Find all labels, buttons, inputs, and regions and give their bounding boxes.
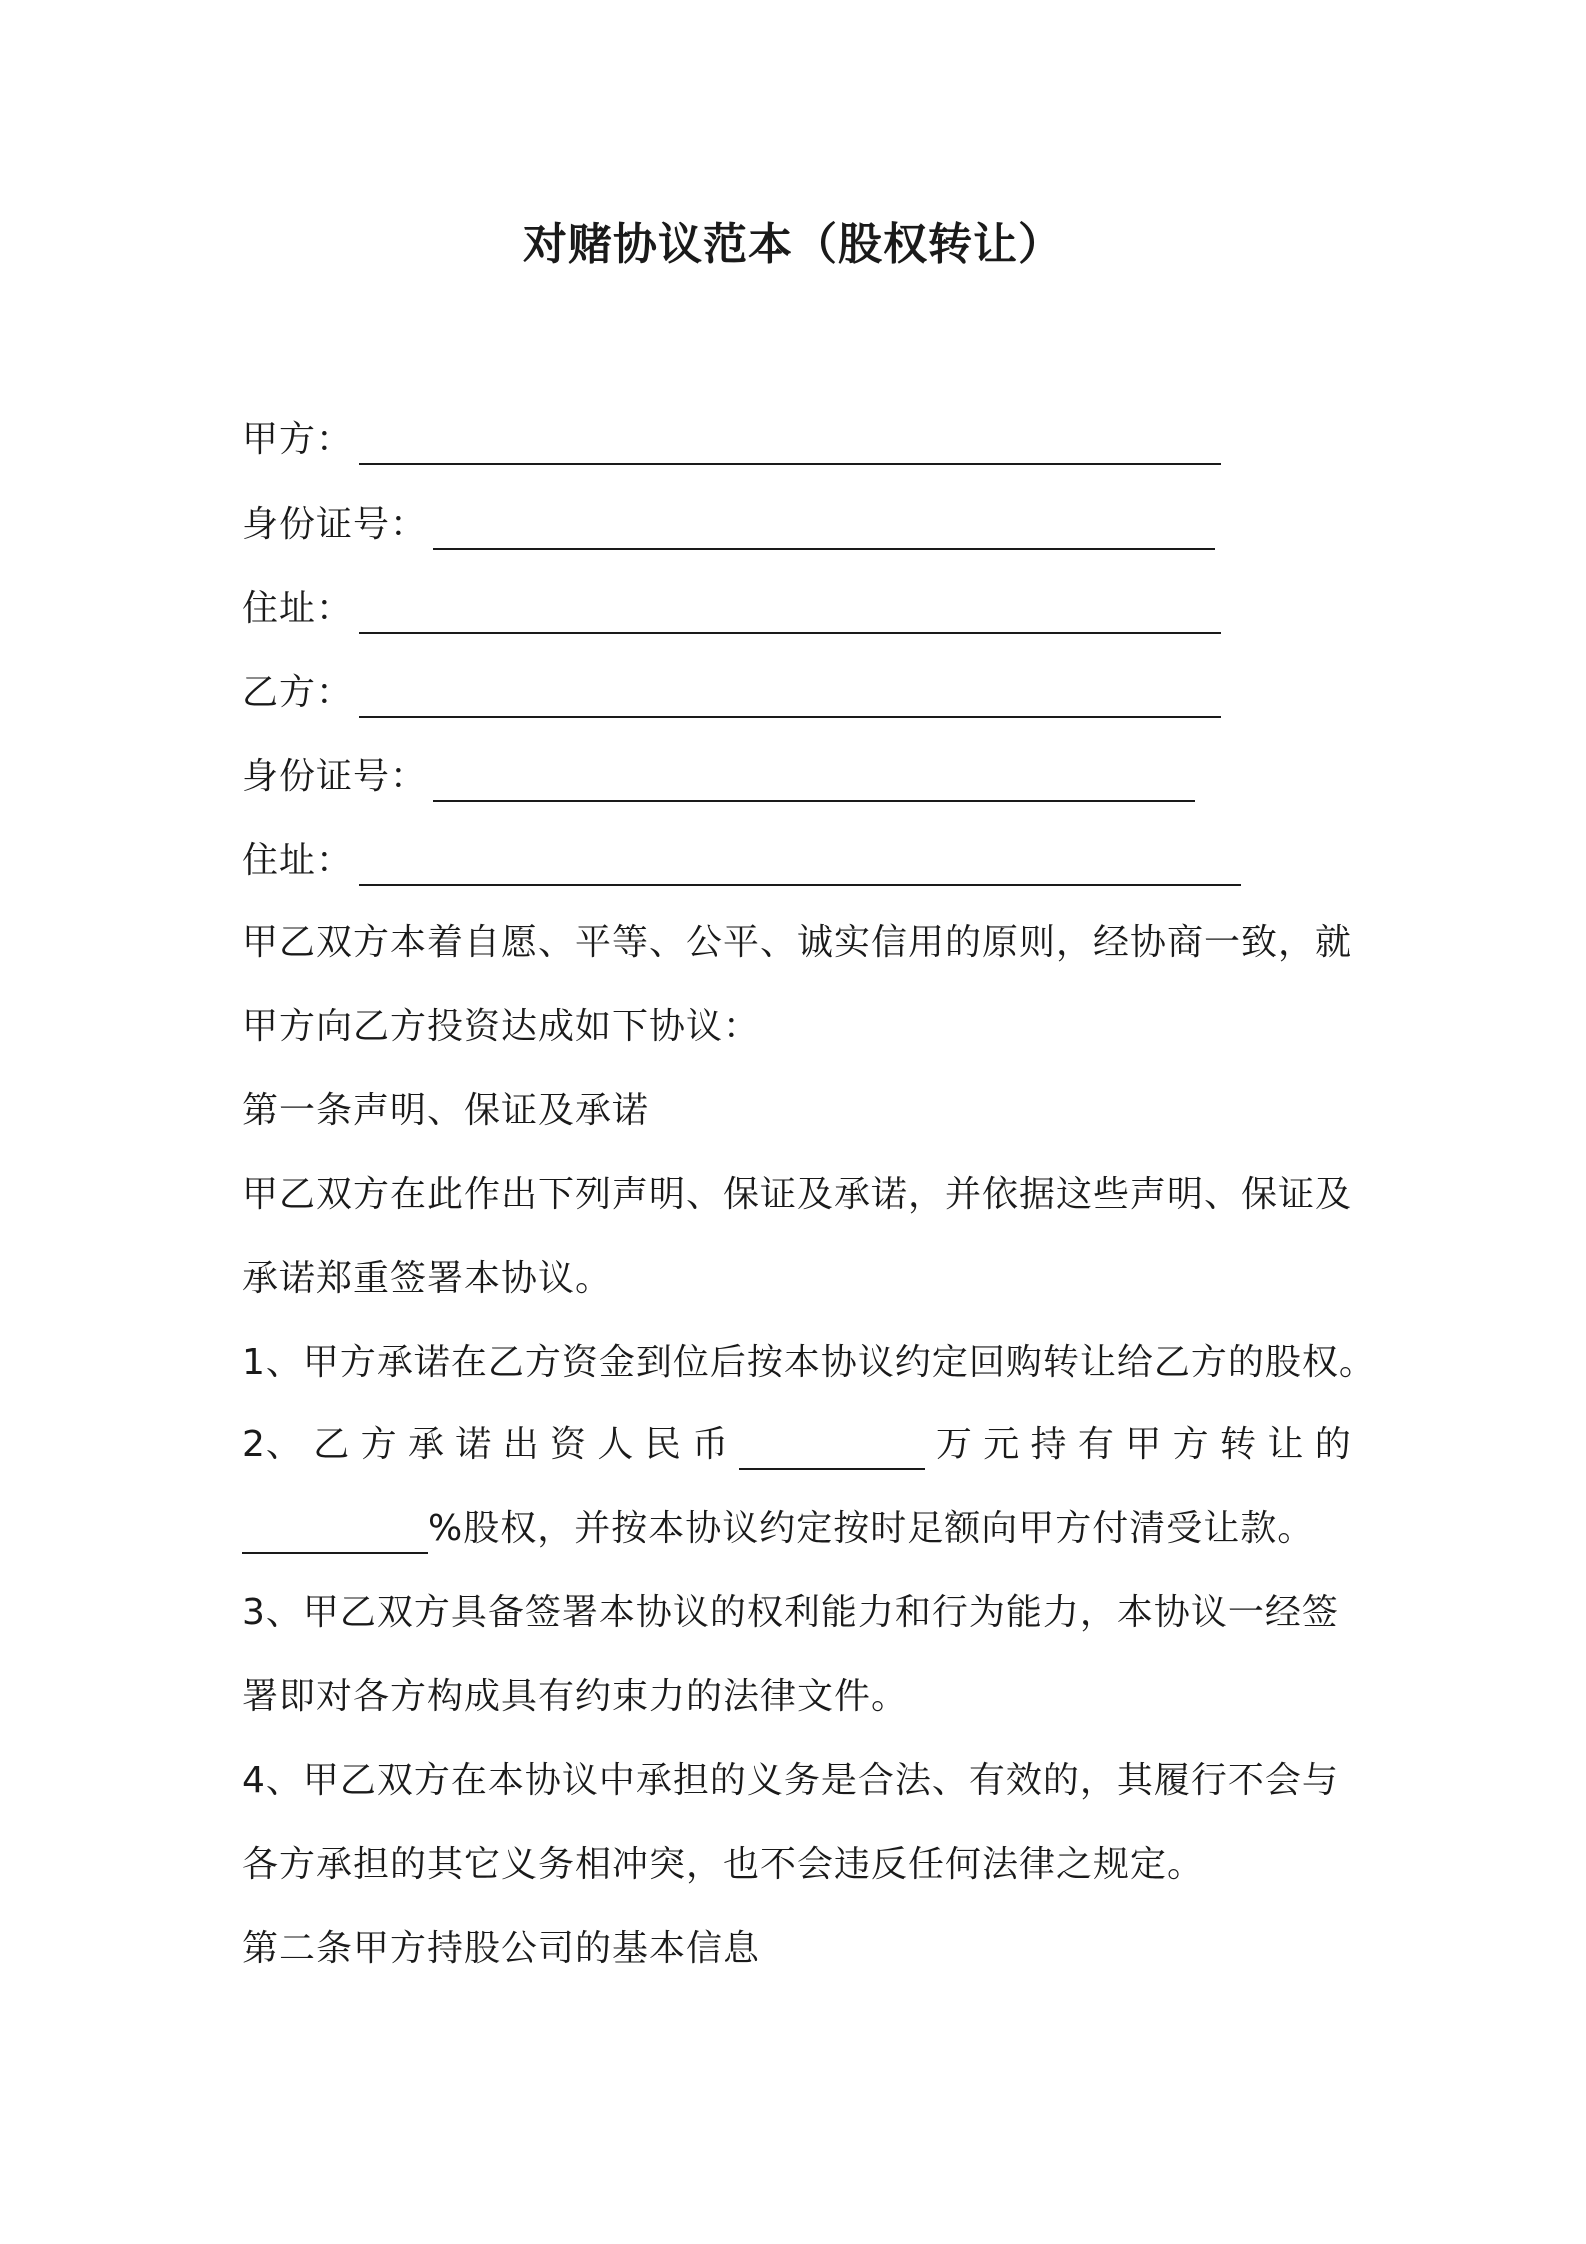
party-a-address-field xyxy=(242,584,1221,634)
item-3-line-2: 署即对各方构成具有约束力的法律文件。 xyxy=(242,1676,909,1717)
party-a-id-field xyxy=(242,500,1215,550)
item-3-line-1: 3、甲乙双方具备签署本协议的权利能力和行为能力，本协议一经签 xyxy=(242,1592,1339,1633)
item-2-line-2-text: %股权，并按本协议约定按时足额向甲方付清受让款。 xyxy=(428,1508,1315,1549)
item-2-char: 人 xyxy=(597,1424,635,1465)
article-1-para-line-1: 甲乙双方在此作出下列声明、保证及承诺，并依据这些声明、保证及 xyxy=(242,1174,1353,1215)
item-2-char: 乙 xyxy=(313,1424,351,1465)
party-a-label: 甲方： xyxy=(242,419,354,460)
item-2-char: 的 xyxy=(1314,1424,1352,1465)
item-2-char: 民 xyxy=(644,1424,682,1465)
item-2-number: 2、 xyxy=(242,1424,303,1465)
intro-line-1: 甲乙双方本着自愿、平等、公平、诚实信用的原则，经协商一致，就 xyxy=(242,922,1353,963)
item-2-char: 币 xyxy=(692,1424,730,1465)
item-2-char: 万 xyxy=(935,1424,973,1465)
item-2-line-2 xyxy=(242,1504,1314,1554)
item-2-char: 承 xyxy=(407,1424,445,1465)
item-2-char: 诺 xyxy=(455,1424,493,1465)
item-2-char: 转 xyxy=(1219,1424,1257,1465)
article-2-heading: 第二条甲方持股公司的基本信息 xyxy=(242,1928,761,1969)
item-4-line-2: 各方承担的其它义务相冲突，也不会违反任何法律之规定。 xyxy=(242,1844,1205,1885)
item-2-char: 出 xyxy=(502,1424,540,1465)
item-4-line-1: 4、甲乙双方在本协议中承担的义务是合法、有效的，其履行不会与 xyxy=(242,1760,1339,1801)
party-a-address-label: 住址： xyxy=(242,588,354,629)
party-b-blank[interactable] xyxy=(359,682,1221,718)
item-2-char: 有 xyxy=(1077,1424,1115,1465)
party-b-id-blank[interactable] xyxy=(433,766,1195,802)
item-2-char: 持 xyxy=(1030,1424,1068,1465)
party-b-field xyxy=(242,668,1221,718)
investment-amount-blank[interactable] xyxy=(739,1434,925,1470)
document-title: 对赌协议范本（股权转让） xyxy=(523,219,1063,270)
article-1-heading: 第一条声明、保证及承诺 xyxy=(242,1090,650,1131)
item-2-char: 元 xyxy=(983,1424,1021,1465)
party-a-id-blank[interactable] xyxy=(433,514,1215,550)
party-a-id-label: 身份证号： xyxy=(242,504,428,545)
party-b-address-blank[interactable] xyxy=(359,850,1241,886)
intro-line-2: 甲方向乙方投资达成如下协议： xyxy=(242,1006,761,1047)
party-b-label: 乙方： xyxy=(242,672,354,713)
item-2-char: 方 xyxy=(1172,1424,1210,1465)
party-a-field xyxy=(242,415,1221,465)
item-2-char: 甲 xyxy=(1125,1424,1163,1465)
party-b-id-label: 身份证号： xyxy=(242,756,428,797)
party-b-address-field xyxy=(242,836,1241,886)
party-b-id-field xyxy=(242,752,1195,802)
party-b-address-label: 住址： xyxy=(242,840,354,881)
equity-percent-blank[interactable] xyxy=(242,1518,428,1554)
item-1: 1、甲方承诺在乙方资金到位后按本协议约定回购转让给乙方的股权。 xyxy=(242,1342,1376,1383)
article-1-para-line-2: 承诺郑重签署本协议。 xyxy=(242,1258,613,1299)
party-a-address-blank[interactable] xyxy=(359,598,1221,634)
item-2-char: 让 xyxy=(1267,1424,1305,1465)
item-2-line-1 xyxy=(242,1420,1352,1470)
item-2-char: 资 xyxy=(550,1424,588,1465)
party-a-blank[interactable] xyxy=(359,429,1221,465)
item-2-char: 方 xyxy=(360,1424,398,1465)
